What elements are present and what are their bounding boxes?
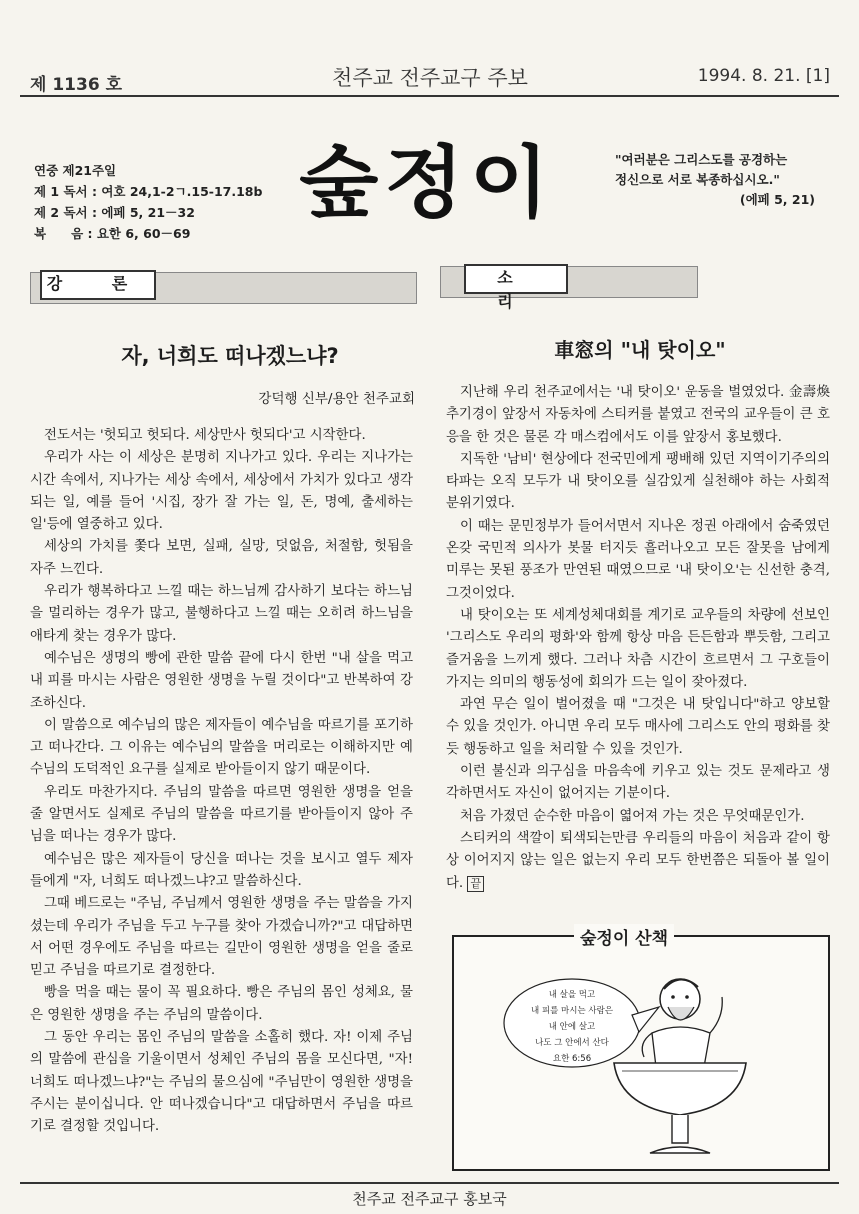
- motto-line-2: 정신으로 서로 복종하십시오.": [615, 172, 780, 187]
- footer-rule: [20, 1182, 839, 1184]
- cartoon-speech-bubble: [510, 987, 634, 1067]
- paragraph-text: 이 때는 문민정부가 들어서면서 지나온 정권 아래에서 숨죽였던 온갖 국민적 의사가 봇물 터지듯 흘러나오고 모든 잘못을 남에게 미루는 못된 풍조가 만연된 때였으므로 '내 탓이오'는 신선한 충격, 그것이었다.: [446, 518, 830, 601]
- end-mark: 끝: [467, 876, 484, 892]
- article-paragraph: [30, 648, 413, 715]
- article-paragraph: [446, 382, 830, 449]
- bubble-line-2: 내 피를 마시는 사람은: [530, 1006, 613, 1016]
- liturgy-info: [34, 160, 274, 244]
- paragraph-text: 빵을 먹을 때는 물이 꼭 필요하다. 빵은 주님의 몸인 성체요, 물은 영원한 생명을 주는 주님의 말씀이다.: [30, 985, 413, 1023]
- sermon-byline: 강덕행 신부/용안 천주교회: [258, 391, 415, 407]
- cartoon-title: 숲정이 산책: [574, 924, 674, 949]
- paragraph-text: 처음 가졌던 순수한 마음이 엷어져 가는 것은 무엇때문인가.: [460, 808, 805, 824]
- voice-title: 車窓의 "내 탓이오": [554, 338, 726, 362]
- paragraph-text: 그때 베드로는 "주님, 주님께서 영원한 생명을 주는 말씀을 가지셨는데 우리가 주님을 두고 누구를 찾아 가겠습니까?"고 대답하면서 어떤 경우에도 주님을 따르는 길만이 영원한 생명을 얻을 줄로 믿고 주님을 따르기로 결정한다.: [30, 896, 413, 979]
- bubble-line-1: 내 살을 먹고: [548, 990, 596, 1000]
- article-paragraph: [446, 694, 830, 761]
- paragraph-text: 우리가 사는 이 세상은 분명히 지나가고 있다. 우리는 지나가는 시간 속에서, 지나가는 세상 속에서, 세상에서 가치가 있다고 생각되는 일, 예를 들어 '시집, 장가 잘 가는 일, 돈, 명예, 출세하는 일'등에 열중하고 있다.: [30, 450, 413, 533]
- paragraph-text: 지독한 '남비' 현상에다 전국민에게 팽배해 있던 지역이기주의의 타파는 오직 모두가 내 탓이오를 실감있게 실천해야 하는 사회적 분위기였다.: [446, 451, 830, 512]
- sermon-label: 강 론: [40, 270, 156, 300]
- cartoon-frame: [452, 929, 830, 1171]
- article-paragraph: [30, 1027, 413, 1138]
- bubble-line-3: 내 안에 살고: [548, 1022, 596, 1032]
- article-paragraph: [30, 982, 413, 1027]
- paragraph-text: 우리가 행복하다고 느낄 때는 하느님께 감사하기 보다는 하느님을 멀리하는 경우가 많고, 불행하다고 느낄 때는 오히려 하느님을 애타게 찾는 경우가 많다.: [30, 584, 413, 644]
- first-reading: 제 1 독서 : 여호 24,1-2ㄱ.15-17.18b: [34, 184, 263, 199]
- article-paragraph: [30, 581, 413, 648]
- paragraph-text: 이런 불신과 의구심을 마음속에 키우고 있는 것도 문제라고 생각하면서도 자신이 없어지는 기분이다.: [446, 764, 830, 802]
- gospel-reading: 복 음 : 요한 6, 60－69: [34, 226, 191, 241]
- article-paragraph: [30, 893, 413, 982]
- paragraph-text: 우리도 마찬가지다. 주님의 말씀을 따르면 영원한 생명을 얻을 줄 알면서도 실제로 주님의 말씀을 따르기를 받아들이지 않아 주님을 떠나는 경우가 많다.: [30, 784, 413, 845]
- second-reading: 제 2 독서 : 에페 5, 21－32: [34, 205, 195, 220]
- publication-name: 천주교 전주교구 주보: [332, 66, 528, 90]
- bubble-line-4: 나도 그 안에서 산다: [535, 1038, 609, 1048]
- article-paragraph: [446, 828, 830, 895]
- paragraph-text: 그 동안 우리는 몸인 주님의 말씀을 소홀히 했다. 자! 이제 주님의 말씀에 관심을 기울이면서 성체인 주님의 몸을 모신다면, "자! 너희도 떠나겠느냐?"는 주님의 물으심에 "주님만이 영원한 생명을 주시는 분이십니다. 안 떠나겠습니다"고 대답하면서 주님을 따르기로 결정할 것입니다.: [30, 1030, 413, 1135]
- header-rule: [20, 95, 839, 97]
- paragraph-text: 세상의 가치를 쫓다 보면, 실패, 실망, 덧없음, 처절함, 헛됨을 자주 느낀다.: [30, 539, 413, 577]
- bubble-line-5: 요한 6:56: [552, 1054, 592, 1064]
- article-paragraph: [446, 806, 830, 828]
- masthead-title: 숲정이: [299, 138, 555, 229]
- article-paragraph: [30, 782, 413, 849]
- sermon-body: [30, 425, 413, 1139]
- article-paragraph: [30, 849, 413, 894]
- footer-publisher: 천주교 전주교구 홍보국: [352, 1190, 507, 1208]
- article-paragraph: [446, 516, 830, 605]
- article-paragraph: [30, 715, 413, 782]
- paragraph-text: 이 말씀으로 예수님의 많은 제자들이 예수님을 따르기를 포기하고 떠나간다. 그 이유는 예수님의 말씀을 머리로는 이해하지만 예수님의 도덕적인 요구를 실제로 받아들이지 않기 때문이다.: [30, 717, 413, 778]
- paragraph-text: 내 탓이오는 또 세계성체대회를 계기로 교우들의 차량에 선보인 '그리스도 우리의 평화'와 함께 항상 마음 든든함과 뿌듯함, 그리고 즐거움을 느끼게 했다. 그러나 차츰 시간이 흐르면서 그 구호들이 가지는 의미의 행동성에 회의가 드는 일이 잦아졌다.: [446, 607, 830, 690]
- paragraph-text: 지난해 우리 천주교에서는 '내 탓이오' 운동을 벌였었다. 金壽煥 추기경이 앞장서 자동차에 스티커를 붙였고 전국의 교우들이 큰 호응을 한 것은 물론 각 매스컴에서도 이를 앞장서 홍보했다.: [446, 385, 830, 445]
- article-paragraph: [30, 425, 413, 447]
- article-paragraph: [446, 761, 830, 806]
- paragraph-text: 전도서는 '헛되고 헛되다. 세상만사 헛되다'고 시작한다.: [44, 428, 366, 443]
- motto-reference: (에페 5, 21): [739, 192, 815, 207]
- article-paragraph: [30, 447, 413, 536]
- sermon-title: 자, 너희도 떠나겠느냐?: [121, 344, 339, 368]
- issue-number: 제 1136 호: [30, 75, 122, 95]
- voice-label: 소 리: [464, 264, 568, 294]
- voice-body: [446, 382, 830, 895]
- motto-quote: [615, 150, 840, 210]
- paragraph-text: 예수님은 많은 제자들이 당신을 떠나는 것을 보시고 열두 제자들에게 "자, 너희도 떠나겠느냐?고 말씀하신다.: [30, 851, 413, 889]
- paragraph-text: 스티커의 색깔이 퇴색되는만큼 우리들의 마음이 처음과 같이 항상 이어지지 않는 일은 없는지 우리 모두 한번쯤은 되돌아 볼 일이다.: [446, 830, 830, 891]
- liturgy-sunday: 연중 제21주일: [34, 163, 117, 178]
- article-paragraph: [446, 605, 830, 694]
- article-paragraph: [30, 536, 413, 581]
- article-paragraph: [446, 449, 830, 516]
- paragraph-text: 과연 무슨 일이 벌어졌을 때 "그것은 내 탓입니다"하고 양보할 수 있을 것인가. 아니면 우리 모두 매사에 그리스도 안의 평화를 찾듯 행동하고 일을 처리할 수 있을 것인가.: [446, 697, 830, 757]
- issue-date: 1994. 8. 21. [1]: [697, 66, 830, 86]
- paragraph-text: 예수님은 생명의 빵에 관한 말씀 끝에 다시 한번 "내 살을 먹고 내 피를 마시는 사람은 영원한 생명을 누릴 것이다"고 반복하여 강조하신다.: [30, 650, 413, 711]
- motto-line-1: "여러분은 그리스도를 공경하는: [615, 152, 788, 167]
